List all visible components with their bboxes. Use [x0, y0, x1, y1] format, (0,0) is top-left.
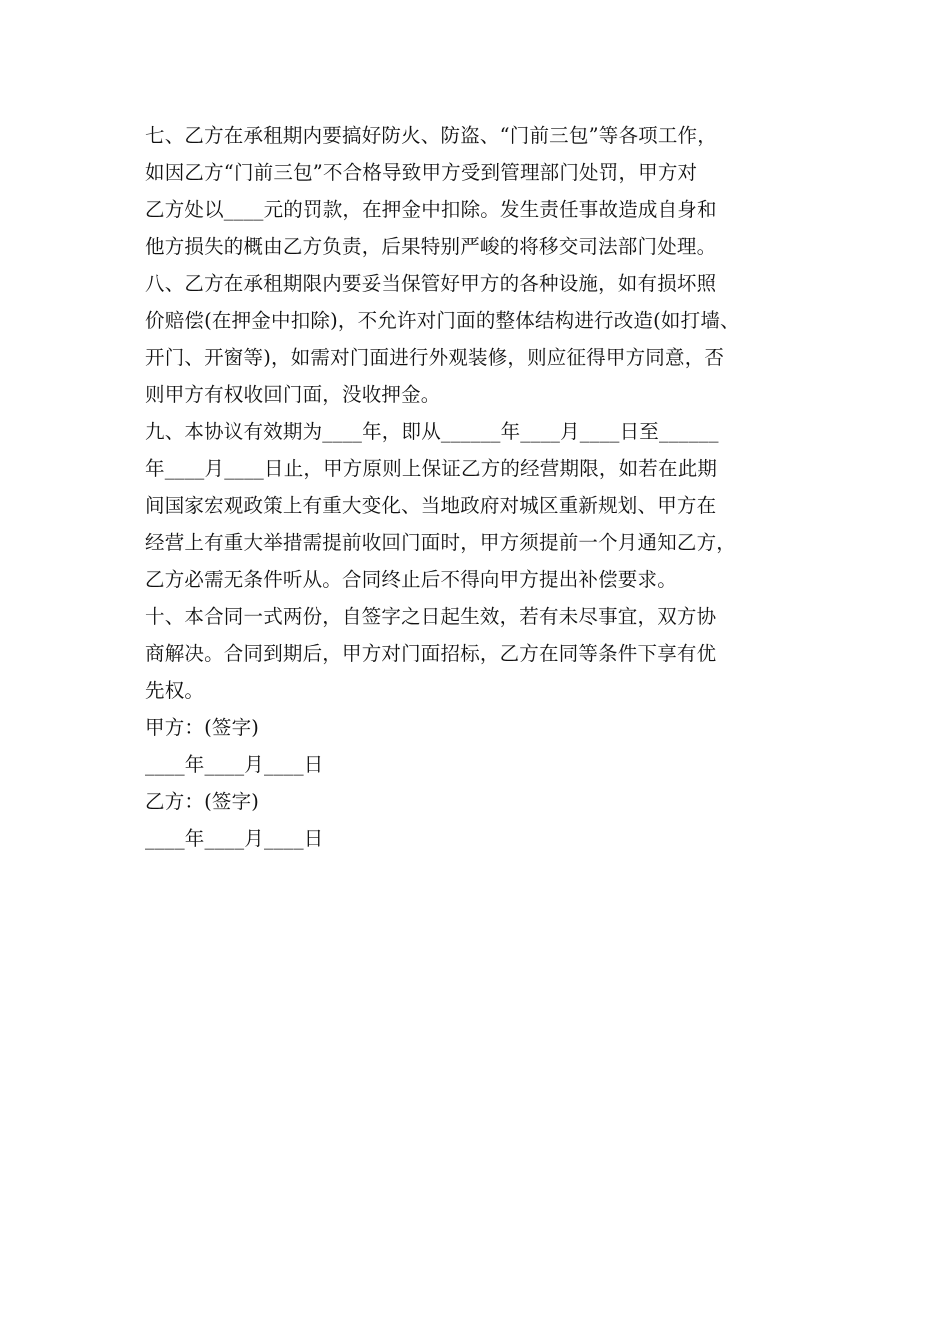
clause-7-line-4: 他方损失的概由乙方负责，后果特别严峻的将移交司法部门处理。 [145, 235, 717, 258]
clause-9-line-5: 乙方必需无条件听从。合同终止后不得向甲方提出补偿要求。 [145, 568, 677, 591]
clause-8-line-4: 则甲方有权收回门面，没收押金。 [145, 383, 441, 406]
clause-9-line-2: 年____月____日止，甲方原则上保证乙方的经营期限，如若在此期 [145, 457, 718, 480]
clause-8-line-3: 开门、开窗等)，如需对门面进行外观装修，则应征得甲方同意，否 [145, 346, 725, 369]
party-b-date-line: ____年____月____日 [145, 827, 324, 850]
clause-7-line-3: 乙方处以____元的罚款，在押金中扣除。发生责任事故造成自身和 [145, 198, 717, 221]
clause-8-line-1: 八、乙方在承租期限内要妥当保管好甲方的各种设施，如有损坏照 [145, 272, 717, 295]
party-b-signature-label: 乙方：(签字) [145, 790, 260, 813]
clause-10-line-2: 商解决。合同到期后，甲方对门面招标，乙方在同等条件下享有优 [145, 642, 717, 665]
clause-7-line-1: 七、乙方在承租期内要搞好防火、防盗、“门前三包”等各项工作， [145, 124, 717, 147]
clause-8-line-2: 价赔偿(在押金中扣除)，不允许对门面的整体结构进行改造(如打墙、 [145, 309, 740, 332]
document-body [145, 117, 810, 857]
clause-9-line-4: 经营上有重大举措需提前收回门面时，甲方须提前一个月通知乙方， [145, 531, 737, 554]
party-a-date-line: ____年____月____日 [145, 753, 324, 776]
party-a-signature-label: 甲方：(签字) [145, 716, 260, 739]
clause-9-line-3: 间国家宏观政策上有重大变化、当地政府对城区重新规划、甲方在 [145, 494, 717, 517]
clause-10-line-1: 十、本合同一式两份，自签字之日起生效，若有未尽事宜，双方协 [145, 605, 717, 628]
clause-10-line-3: 先权。 [145, 679, 205, 702]
clause-9-line-1: 九、本协议有效期为____年，即从______年____月____日至______ [145, 420, 719, 443]
clause-7-line-2: 如因乙方“门前三包”不合格导致甲方受到管理部门处罚，甲方对 [145, 161, 698, 184]
